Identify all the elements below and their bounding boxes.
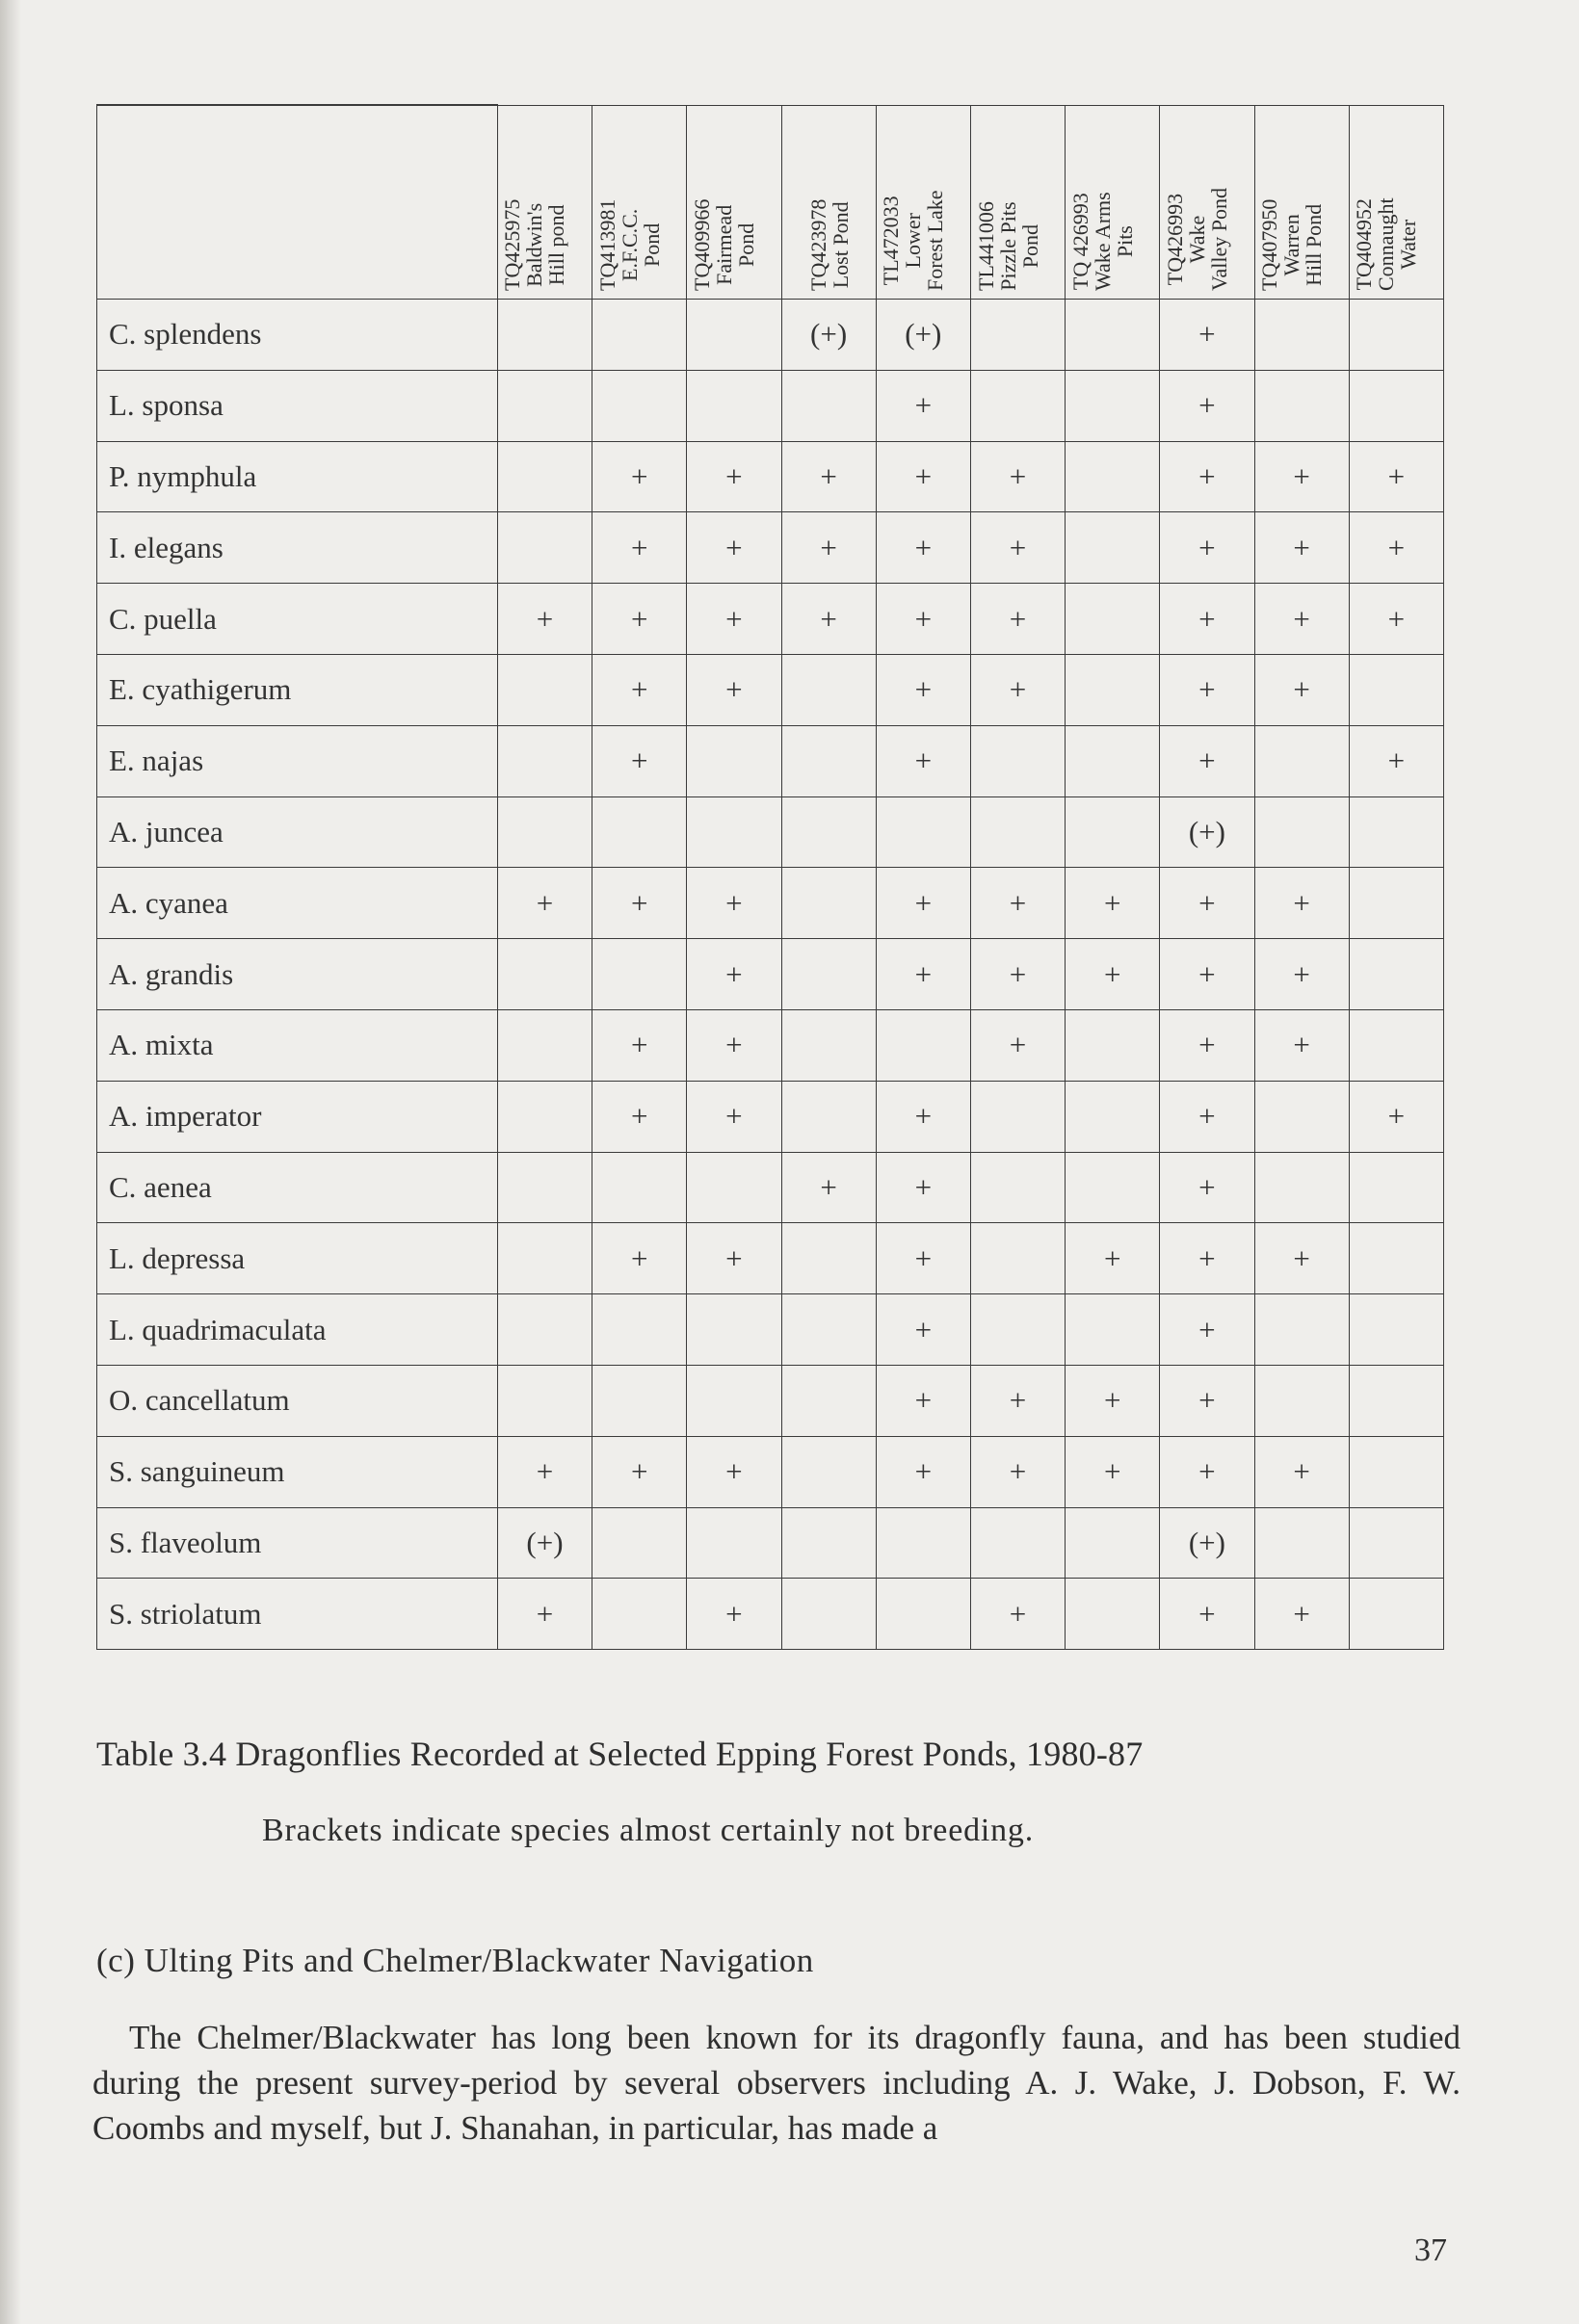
record-cell: +: [592, 1081, 687, 1152]
record-cell: [781, 868, 876, 939]
record-cell: [1066, 796, 1160, 868]
record-cell: +: [687, 1436, 781, 1507]
record-cell: [781, 1436, 876, 1507]
record-cell: [592, 939, 687, 1010]
record-cell: +: [876, 584, 970, 655]
body-paragraph: The Chelmer/Blackwater has long been known for its dragonfly fauna, and has been studied during the present survey-period by several observers including A. J. Wake, J. Dobson, F. W. Coombs and myself, but J. Shanahan, in particular, has made a: [92, 2019, 1461, 2147]
record-cell: [781, 1223, 876, 1294]
record-cell: +: [970, 1365, 1065, 1436]
record-cell: [687, 1294, 781, 1366]
record-cell: [592, 796, 687, 868]
column-header: TQ409966 Fairmead Pond: [687, 105, 781, 300]
record-cell: [970, 796, 1065, 868]
record-cell: [1066, 300, 1160, 371]
species-name: C. aenea: [97, 1152, 498, 1223]
record-cell: +: [1160, 939, 1254, 1010]
record-cell: [1349, 300, 1443, 371]
record-cell: [1254, 1365, 1349, 1436]
record-cell: +: [1160, 512, 1254, 584]
record-cell: +: [1349, 441, 1443, 512]
record-cell: [687, 725, 781, 796]
record-cell: +: [687, 584, 781, 655]
record-cell: [876, 1507, 970, 1579]
record-cell: [1066, 370, 1160, 441]
record-cell: [1349, 370, 1443, 441]
species-name: O. cancellatum: [97, 1365, 498, 1436]
record-cell: [592, 1507, 687, 1579]
table-row: [97, 725, 1444, 796]
record-cell: [592, 1365, 687, 1436]
record-cell: +: [1160, 370, 1254, 441]
species-name: L. sponsa: [97, 370, 498, 441]
table-row: [97, 654, 1444, 725]
species-name: C. puella: [97, 584, 498, 655]
record-cell: [1349, 939, 1443, 1010]
record-cell: +: [970, 512, 1065, 584]
table-row: [97, 1009, 1444, 1081]
table-row: [97, 868, 1444, 939]
record-cell: [497, 370, 592, 441]
record-cell: +: [592, 584, 687, 655]
species-name: S. flaveolum: [97, 1507, 498, 1579]
record-cell: [1066, 1009, 1160, 1081]
table-row: [97, 796, 1444, 868]
record-cell: +: [592, 725, 687, 796]
record-cell: [1349, 1436, 1443, 1507]
record-cell: [592, 300, 687, 371]
table-row: [97, 300, 1444, 371]
species-name: S. sanguineum: [97, 1436, 498, 1507]
page-edge-shadow: [0, 0, 21, 2324]
record-cell: [592, 1579, 687, 1650]
record-cell: [1254, 1507, 1349, 1579]
record-cell: +: [876, 512, 970, 584]
column-header: TQ404952 Connaught Water: [1349, 105, 1443, 300]
record-cell: +: [592, 654, 687, 725]
record-cell: +: [1160, 868, 1254, 939]
record-cell: [497, 1294, 592, 1366]
record-cell: [1254, 1081, 1349, 1152]
record-cell: [592, 1152, 687, 1223]
record-cell: [497, 1009, 592, 1081]
record-cell: [1349, 1223, 1443, 1294]
record-cell: [970, 1081, 1065, 1152]
record-cell: +: [876, 868, 970, 939]
record-cell: [1066, 1294, 1160, 1366]
record-cell: +: [592, 1223, 687, 1294]
record-cell: +: [876, 1223, 970, 1294]
record-cell: [781, 1081, 876, 1152]
record-cell: (+): [1160, 1507, 1254, 1579]
record-cell: +: [876, 1436, 970, 1507]
record-cell: [497, 1223, 592, 1294]
record-cell: +: [1066, 1365, 1160, 1436]
record-cell: [497, 939, 592, 1010]
species-name: S. striolatum: [97, 1579, 498, 1650]
record-cell: +: [970, 868, 1065, 939]
record-cell: [1066, 441, 1160, 512]
record-cell: +: [497, 584, 592, 655]
species-name: A. juncea: [97, 796, 498, 868]
record-cell: +: [1349, 725, 1443, 796]
record-cell: [687, 1365, 781, 1436]
record-cell: +: [1160, 1436, 1254, 1507]
species-name: E. cyathigerum: [97, 654, 498, 725]
record-cell: [970, 1152, 1065, 1223]
record-cell: +: [1349, 1081, 1443, 1152]
record-cell: +: [1066, 868, 1160, 939]
record-cell: [497, 1081, 592, 1152]
record-cell: +: [687, 1579, 781, 1650]
species-name: A. grandis: [97, 939, 498, 1010]
record-cell: [1349, 796, 1443, 868]
table-row: [97, 1579, 1444, 1650]
record-cell: +: [1254, 1223, 1349, 1294]
record-cell: +: [1349, 512, 1443, 584]
record-cell: +: [876, 441, 970, 512]
record-cell: +: [1160, 300, 1254, 371]
record-cell: [970, 725, 1065, 796]
record-cell: +: [687, 1009, 781, 1081]
table-body: [97, 300, 1444, 1650]
table-row: [97, 512, 1444, 584]
record-cell: +: [1066, 1223, 1160, 1294]
species-name: A. mixta: [97, 1009, 498, 1081]
column-header: TQ 426993 Wake Arms Pits: [1066, 105, 1160, 300]
record-cell: +: [1254, 441, 1349, 512]
record-cell: [876, 796, 970, 868]
record-cell: [497, 654, 592, 725]
record-cell: [1066, 1579, 1160, 1650]
record-cell: [1254, 300, 1349, 371]
record-cell: [687, 370, 781, 441]
column-header: TL441006 Pizzle Pits Pond: [970, 105, 1065, 300]
record-cell: +: [1160, 1223, 1254, 1294]
record-cell: +: [687, 868, 781, 939]
record-cell: [781, 725, 876, 796]
record-cell: +: [1254, 654, 1349, 725]
page-number: 37: [1414, 2233, 1447, 2268]
record-cell: [1066, 584, 1160, 655]
record-cell: +: [687, 939, 781, 1010]
record-cell: [1254, 796, 1349, 868]
column-header: TQ425975 Baldwin's Hill pond: [497, 105, 592, 300]
record-cell: +: [1160, 584, 1254, 655]
record-cell: +: [592, 1436, 687, 1507]
record-cell: +: [970, 1009, 1065, 1081]
table-row: [97, 1152, 1444, 1223]
table-row: [97, 939, 1444, 1010]
record-cell: +: [687, 1081, 781, 1152]
record-cell: [781, 796, 876, 868]
table-row: [97, 1436, 1444, 1507]
record-cell: [687, 1152, 781, 1223]
species-name: A. cyanea: [97, 868, 498, 939]
table-row: [97, 370, 1444, 441]
record-cell: +: [781, 512, 876, 584]
record-cell: [1066, 512, 1160, 584]
record-cell: +: [1066, 939, 1160, 1010]
record-cell: [1066, 725, 1160, 796]
record-cell: [497, 300, 592, 371]
record-cell: [970, 1294, 1065, 1366]
record-cell: +: [970, 1436, 1065, 1507]
record-cell: [1349, 1507, 1443, 1579]
record-cell: [970, 370, 1065, 441]
record-cell: +: [592, 1009, 687, 1081]
record-cell: +: [497, 868, 592, 939]
record-cell: [592, 1294, 687, 1366]
record-cell: +: [876, 370, 970, 441]
record-cell: [876, 1579, 970, 1650]
record-cell: +: [876, 654, 970, 725]
table-caption: Table 3.4 Dragonflies Recorded at Selected Epping Forest Ponds, 1980-87: [96, 1735, 1144, 1773]
record-cell: [781, 1294, 876, 1366]
record-cell: +: [1254, 512, 1349, 584]
record-cell: [1349, 1579, 1443, 1650]
record-cell: +: [876, 1294, 970, 1366]
record-cell: [876, 1009, 970, 1081]
record-cell: +: [1349, 584, 1443, 655]
record-cell: [1254, 725, 1349, 796]
table-note: Brackets indicate species almost certainly not breeding.: [262, 1813, 1035, 1848]
column-header: TQ413981 E.F.C.C. Pond: [592, 105, 687, 300]
record-cell: +: [1254, 584, 1349, 655]
column-header: TQ407950 Warren Hill Pond: [1254, 105, 1349, 300]
record-cell: [1254, 1152, 1349, 1223]
record-cell: +: [970, 1579, 1065, 1650]
record-cell: [687, 300, 781, 371]
record-cell: +: [1160, 1009, 1254, 1081]
table-row: [97, 1081, 1444, 1152]
record-cell: +: [1160, 1152, 1254, 1223]
record-cell: +: [687, 654, 781, 725]
record-cell: +: [592, 868, 687, 939]
record-cell: [970, 1223, 1065, 1294]
record-cell: [781, 654, 876, 725]
record-cell: +: [970, 939, 1065, 1010]
record-cell: +: [876, 1152, 970, 1223]
table-row: [97, 1223, 1444, 1294]
record-cell: [687, 1507, 781, 1579]
record-cell: +: [1160, 1365, 1254, 1436]
record-cell: (+): [497, 1507, 592, 1579]
table-row: [97, 1365, 1444, 1436]
record-cell: [781, 939, 876, 1010]
record-cell: [970, 1507, 1065, 1579]
section-heading: (c) Ulting Pits and Chelmer/Blackwater Navigation: [96, 1942, 814, 1979]
record-cell: [1254, 1294, 1349, 1366]
record-cell: +: [1160, 1081, 1254, 1152]
record-cell: +: [592, 441, 687, 512]
record-cell: [1349, 1152, 1443, 1223]
table-row: [97, 1294, 1444, 1366]
record-cell: [497, 1365, 592, 1436]
record-cell: +: [687, 512, 781, 584]
record-cell: [497, 796, 592, 868]
record-cell: +: [1254, 868, 1349, 939]
record-cell: [592, 370, 687, 441]
record-cell: [781, 1579, 876, 1650]
record-cell: +: [1160, 441, 1254, 512]
record-cell: [1066, 654, 1160, 725]
record-cell: [1066, 1507, 1160, 1579]
record-cell: +: [1160, 654, 1254, 725]
record-cell: [970, 300, 1065, 371]
record-cell: (+): [1160, 796, 1254, 868]
dragonfly-records-table: [96, 104, 1444, 1650]
record-cell: +: [1254, 1579, 1349, 1650]
species-name: L. quadrimaculata: [97, 1294, 498, 1366]
column-header: TQ426993 Wake Valley Pond: [1160, 105, 1254, 300]
column-header: TL472033 Lower Forest Lake: [876, 105, 970, 300]
record-cell: [497, 441, 592, 512]
record-cell: +: [970, 441, 1065, 512]
record-cell: [497, 512, 592, 584]
record-cell: +: [970, 654, 1065, 725]
table-row: [97, 584, 1444, 655]
record-cell: [781, 1365, 876, 1436]
record-cell: +: [1254, 1436, 1349, 1507]
table-corner-cell: [97, 105, 498, 300]
record-cell: [781, 1507, 876, 1579]
record-cell: [497, 725, 592, 796]
record-cell: +: [687, 441, 781, 512]
record-cell: +: [781, 584, 876, 655]
species-name: I. elegans: [97, 512, 498, 584]
record-cell: [781, 1009, 876, 1081]
species-name: E. najas: [97, 725, 498, 796]
record-cell: +: [1254, 939, 1349, 1010]
table-row: [97, 441, 1444, 512]
record-cell: +: [876, 725, 970, 796]
record-cell: [1349, 654, 1443, 725]
record-cell: +: [1254, 1009, 1349, 1081]
record-cell: [1349, 1294, 1443, 1366]
species-name: L. depressa: [97, 1223, 498, 1294]
record-cell: +: [876, 1365, 970, 1436]
record-cell: +: [876, 939, 970, 1010]
record-cell: [1349, 1365, 1443, 1436]
record-cell: +: [781, 441, 876, 512]
record-cell: +: [1160, 1579, 1254, 1650]
record-cell: +: [876, 1081, 970, 1152]
record-cell: +: [497, 1436, 592, 1507]
record-cell: +: [970, 584, 1065, 655]
record-cell: +: [1160, 725, 1254, 796]
record-cell: [1066, 1081, 1160, 1152]
record-cell: +: [497, 1579, 592, 1650]
record-cell: [1349, 868, 1443, 939]
record-cell: +: [687, 1223, 781, 1294]
record-cell: +: [1066, 1436, 1160, 1507]
table-header-row: [97, 105, 1444, 300]
species-name: C. splendens: [97, 300, 498, 371]
record-cell: [687, 796, 781, 868]
record-cell: +: [781, 1152, 876, 1223]
record-cell: [1349, 1009, 1443, 1081]
column-header: TQ423978 Lost Pond: [781, 105, 876, 300]
record-cell: [497, 1152, 592, 1223]
record-cell: (+): [781, 300, 876, 371]
record-cell: +: [592, 512, 687, 584]
table-row: [97, 1507, 1444, 1579]
record-cell: +: [1160, 1294, 1254, 1366]
record-cell: [781, 370, 876, 441]
species-name: A. imperator: [97, 1081, 498, 1152]
record-cell: [1254, 370, 1349, 441]
species-name: P. nymphula: [97, 441, 498, 512]
record-cell: (+): [876, 300, 970, 371]
record-cell: [1066, 1152, 1160, 1223]
